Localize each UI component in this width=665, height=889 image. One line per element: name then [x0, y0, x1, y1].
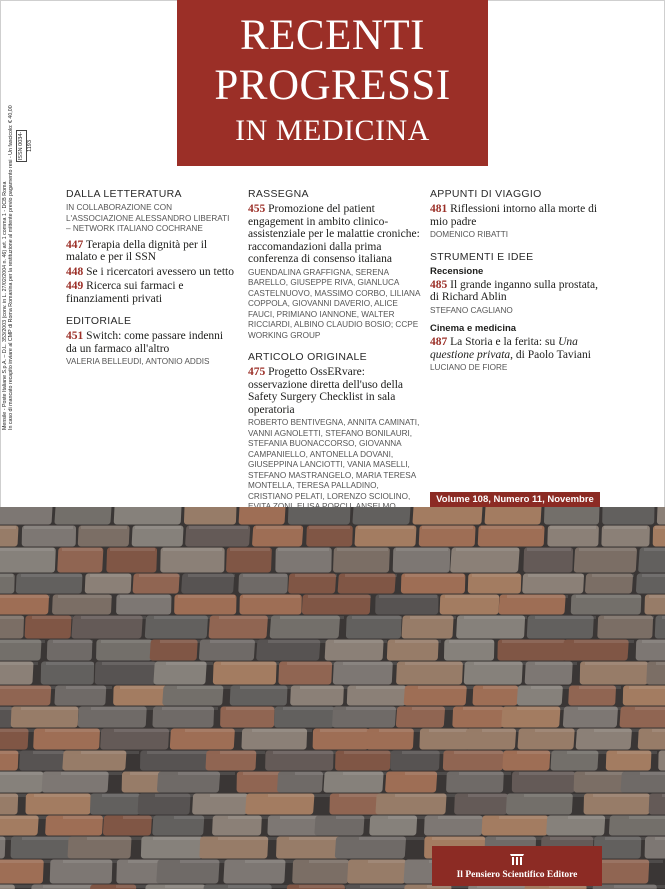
- page-number: 475: [248, 366, 266, 378]
- page-number: 485: [430, 278, 448, 291]
- page-number: 481: [430, 203, 448, 215]
- article-authors: VALERIA BELLEUDI, ANTONIO ADDIS: [66, 357, 210, 366]
- issn-box: ISSN 0034-1193: [18, 131, 33, 161]
- section-heading-strumenti: STRUMENTI E IDEE: [430, 250, 534, 263]
- article-455: [248, 203, 423, 266]
- masthead: [177, 0, 488, 166]
- article-title: Se i ricercatori avessero un tetto: [86, 265, 234, 278]
- subsection-recensione: Recensione: [430, 265, 484, 277]
- article-485: [430, 279, 602, 304]
- article-authors: STEFANO CAGLIANO: [430, 305, 513, 315]
- column-middle: [248, 188, 423, 523]
- article-title: Switch: come passare indenni da un farmaco all'altro: [66, 330, 224, 355]
- postal-notice-line-2: In caso di mancato recapito inviare al CMP di Roma Romanina per la restituzione al mittente previo pagamento resi - Un fascicolo: € 40,00: [8, 105, 14, 430]
- article-title-italic: Una questione privata: [430, 336, 578, 361]
- publisher-box: [432, 846, 602, 886]
- article-title: Progetto OssERvare: osservazione diretta dell'uso della Safety Surgery Checklist in sala operatoria: [248, 366, 404, 416]
- article-487: [430, 336, 602, 361]
- publisher-logo-icon: [508, 852, 526, 866]
- section-heading-editoriale: EDITORIALE: [66, 315, 132, 327]
- subsection-cinema: Cinema e medicina: [430, 323, 517, 334]
- masthead-line-2: PROGRESSI: [214, 62, 451, 109]
- volume-band: Volume 108, Numero 11, Novembre: [430, 492, 600, 507]
- column-right: [430, 188, 602, 374]
- section-heading-rassegna: RASSEGNA: [248, 188, 309, 200]
- cover-photo-slate-roof: [0, 507, 665, 889]
- publisher-name: Il Pensiero Scientifico Editore: [456, 870, 578, 880]
- page-number: 448: [66, 265, 84, 278]
- page-number: 449: [66, 280, 84, 292]
- article-title: Promozione del patient engagement in ambito clinico-assistenziale per le malattie croniche: raccomandazioni dalla prima conferenza di consenso italiana: [248, 203, 420, 265]
- article-447: [66, 239, 236, 264]
- article-authors: LUCIANO DE FIORE: [430, 363, 508, 372]
- article-448: [66, 266, 236, 279]
- column-left: [66, 188, 236, 368]
- article-481: [430, 203, 602, 228]
- article-title-part-1: La Storia e la ferita:: [450, 336, 543, 348]
- article-475: [248, 366, 413, 416]
- article-title-part-3: ,: [510, 348, 514, 361]
- section-heading-letteratura: DALLA LETTERATURA: [66, 188, 182, 200]
- page-number: 447: [66, 238, 84, 251]
- page-number: 451: [66, 330, 84, 342]
- section-heading-appunti: APPUNTI DI VIAGGIO: [430, 188, 542, 200]
- article-authors: ROBERTO BENTIVEGNA, ANNITA CAMINATI, VANNI AGNOLETTI, STEFANO BONILAURI, STEFANIA BUONACCORSO, GIOVANNA CAMPANIELLO, ANTONELLA DOVANI, GIUSEPPINA LANCIOTTI, VANIA MASELLI, STEFANO MASTRANGELO, MARIA TERESA MONTELLA, TERESA PALLADINO, CRISTIANO PELATI, LORENZO SCIOLINO,: [248, 418, 420, 501]
- page-number: 487: [430, 336, 448, 348]
- article-title: Il grande inganno sulla prostata, di Richard Ablin: [430, 278, 598, 303]
- slate-roof-image: [0, 507, 665, 889]
- article-title: Ricerca sui farmaci e finanziamenti privati: [66, 280, 184, 305]
- masthead-line-1: RECENTI: [239, 12, 426, 59]
- postal-notice-line-1: Mensile - Poste Italiane S.p.A. – D.L. 353/2003 (conv. in L. 27/02/2004 n. 46) art. 1 comma 1 - DCB Roma: [2, 181, 8, 430]
- article-title-part-2: su: [544, 336, 556, 348]
- article-authors: GUENDALINA GRAFFIGNA, SERENA BARELLO, GIUSEPPE RIVA, GIANLUCA CASTELNUOVO, MASSIMO CORBO, LILIANA COPPOLA, GIOVANNI DAVERIO, ALICE FAUCI, PRIMIANO IANNONE, WALTER RICCIARDI, ALBINO CLAUDIO BOSIO; CCPE WORKING GROUP: [248, 267, 420, 340]
- masthead-line-3: IN MEDICINA: [235, 114, 430, 147]
- postal-notice: [2, 105, 14, 430]
- article-449: [66, 280, 206, 305]
- article-451: [66, 330, 231, 355]
- section-heading-originale: ARTICOLO ORIGINALE: [248, 351, 367, 363]
- page-number: 455: [248, 203, 266, 215]
- article-title-part-4: di Paolo Taviani: [515, 348, 591, 361]
- article-title: Terapia della dignità per il malato e per il SSN: [66, 238, 208, 263]
- article-title: Riflessioni intorno alla morte di mio padre: [430, 203, 598, 228]
- collaboration-note: IN COLLABORAZIONE CON L'ASSOCIAZIONE ALESSANDRO LIBERATI – NETWORK ITALIANO COCHRANE: [66, 203, 230, 233]
- article-authors: DOMENICO RIBATTI: [430, 230, 509, 239]
